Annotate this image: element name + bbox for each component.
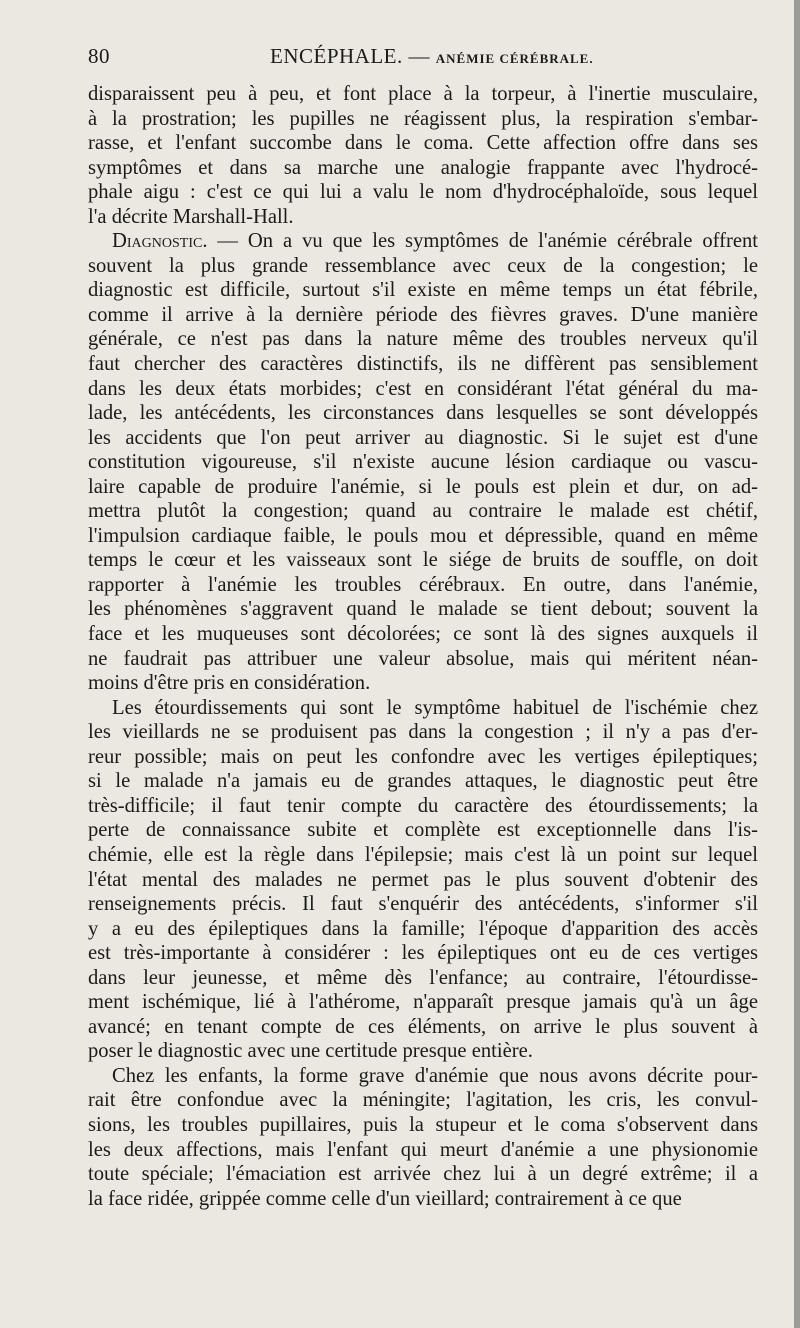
text-line: poser le diagnostic avec une certitude presque entière. — [88, 1040, 533, 1063]
text-line: les vieillards ne se produisent pas dans la congestion ; il n'y a pas d'er- — [88, 721, 758, 744]
text-line: Chez les enfants, la forme grave d'anémie que nous avons décrite pour- — [112, 1064, 758, 1087]
text-line: l'impulsion cardiaque faible, le pouls mou et dépressible, quand en même — [88, 524, 758, 547]
text-line: mettra plutôt la congestion; quand au contraire le malade est chétif, — [88, 500, 758, 523]
paragraph — [88, 229, 758, 695]
text-line: faut chercher des caractères distinctifs, ils ne diffèrent pas sensiblement — [88, 353, 758, 376]
text-line: ne faudrait pas attribuer une valeur absolue, mais qui méritent néan- — [88, 647, 758, 670]
text-line: moins d'être pris en considération. — [88, 672, 371, 695]
text-line: chémie, elle est la règle dans l'épilepsie; mais c'est là un point sur lequel — [88, 843, 758, 866]
running-head-title: ENCÉPHALE. — [270, 44, 403, 68]
text-line: avancé; en tenant compte de ces éléments, on arrive le plus souvent à — [88, 1015, 758, 1038]
text-line: rapporter à l'anémie les troubles cérébraux. En outre, dans l'anémie, — [88, 573, 758, 596]
text-line: comme il arrive à la dernière période des fièvres graves. D'une manière — [88, 303, 758, 326]
text-line: phale aigu : c'est ce qui lui a valu le nom d'hydrocéphaloïde, sous lequel — [88, 181, 758, 204]
text-line: reur possible; mais on peut les confondre avec les vertiges épileptiques; — [88, 745, 758, 768]
text-line: constitution vigoureuse, s'il n'existe aucune lésion cardiaque ou vascu- — [88, 451, 758, 474]
text-line: lade, les antécédents, les circonstances dans lesquelles se sont développés — [88, 402, 758, 425]
page-header — [88, 44, 758, 74]
text-line: disparaissent peu à peu, et font place à la torpeur, à l'inertie musculaire, — [88, 83, 758, 105]
text-line: symptômes et dans sa marche une analogie frappante avec l'hydrocé- — [88, 156, 758, 179]
text-line: Les étourdissements qui sont le symptôme habituel de l'ischémie chez — [112, 696, 758, 719]
running-head — [270, 44, 594, 69]
paragraph — [88, 82, 758, 229]
text-line: renseignements précis. Il faut s'enquérir des antécédents, s'informer s'il — [88, 893, 758, 916]
paragraph — [88, 696, 758, 1064]
body-text — [88, 82, 758, 1211]
text-line — [88, 229, 758, 254]
text-line: la face ridée, grippée comme celle d'un vieillard; contrairement à ce que — [88, 1187, 682, 1210]
text-line: toute spéciale; l'émaciation est arrivée chez lui à un degré extrême; il a — [88, 1163, 758, 1186]
text-line: est très-importante à considérer : les épileptiques ont eu de ces vertiges — [88, 942, 758, 965]
page-number: 80 — [88, 44, 110, 68]
text-line: les accidents que l'on peut arriver au diagnostic. Si le sujet est d'une — [88, 426, 758, 449]
text-line: perte de connaissance subite et complète est exceptionnelle dans l'is- — [88, 819, 758, 842]
text-line: générale, ce n'est pas dans la nature même des troubles nerveux qu'il — [88, 328, 758, 351]
text-line: l'état mental des malades ne permet pas le plus souvent d'obtenir des — [88, 868, 758, 891]
text-line: dans leur jeunesse, et même dès l'enfance; au contraire, l'étourdisse- — [88, 966, 758, 989]
text-line: laire capable de produire l'anémie, si le pouls est plein et dur, on ad- — [88, 475, 758, 498]
text-line: face et les muqueuses sont décolorées; ce sont là des signes auxquels il — [88, 623, 758, 646]
text-line: sions, les troubles pupillaires, puis la stupeur et le coma s'observent dans — [88, 1113, 758, 1136]
paragraph — [88, 1064, 758, 1211]
text-line: l'a décrite Marshall-Hall. — [88, 205, 294, 228]
text-line: à la prostration; les pupilles ne réagissent plus, la respiration s'embar- — [88, 107, 758, 130]
text-line: les phénomènes s'aggravent quand le malade se tient debout; souvent la — [88, 598, 758, 621]
page-edge-shadow — [794, 0, 800, 1328]
text-line: dans les deux états morbides; c'est en considérant l'état général du ma- — [88, 377, 758, 400]
text-line: ment ischémique, lié à l'athérome, n'apparaît presque jamais qu'à un âge — [88, 991, 758, 1014]
text-line: diagnostic est difficile, surtout s'il existe en même temps un état fébrile, — [88, 279, 758, 302]
text-line: temps le cœur et les vaisseaux sont le siége de bruits de souffle, on doit — [88, 549, 758, 572]
text-line: rait être confondue avec la méningite; l'agitation, les cris, les convul- — [88, 1089, 758, 1112]
text-line: rasse, et l'enfant succombe dans le coma. Cette affection offre dans ses — [88, 132, 758, 155]
text-line: les deux affections, mais l'enfant qui meurt d'anémie a une physionomie — [88, 1138, 758, 1161]
section-heading: Diagnostic. — [112, 230, 208, 253]
text-line-content: — On a vu que les symptômes de l'anémie cérébrale offrent — [207, 230, 758, 253]
running-head-dash: — — [408, 44, 430, 68]
running-head-subtitle: ANÉMIE CÉRÉBRALE. — [435, 51, 594, 66]
text-line: si le malade n'a jamais eu de grandes attaques, le diagnostic peut être — [88, 770, 758, 793]
text-line: souvent la plus grande ressemblance avec ceux de la congestion; le — [88, 254, 758, 277]
text-line: y a eu des épileptiques dans la famille; l'époque d'apparition des accès — [88, 917, 758, 940]
text-line: très-difficile; il faut tenir compte du caractère des étourdissements; la — [88, 794, 758, 817]
